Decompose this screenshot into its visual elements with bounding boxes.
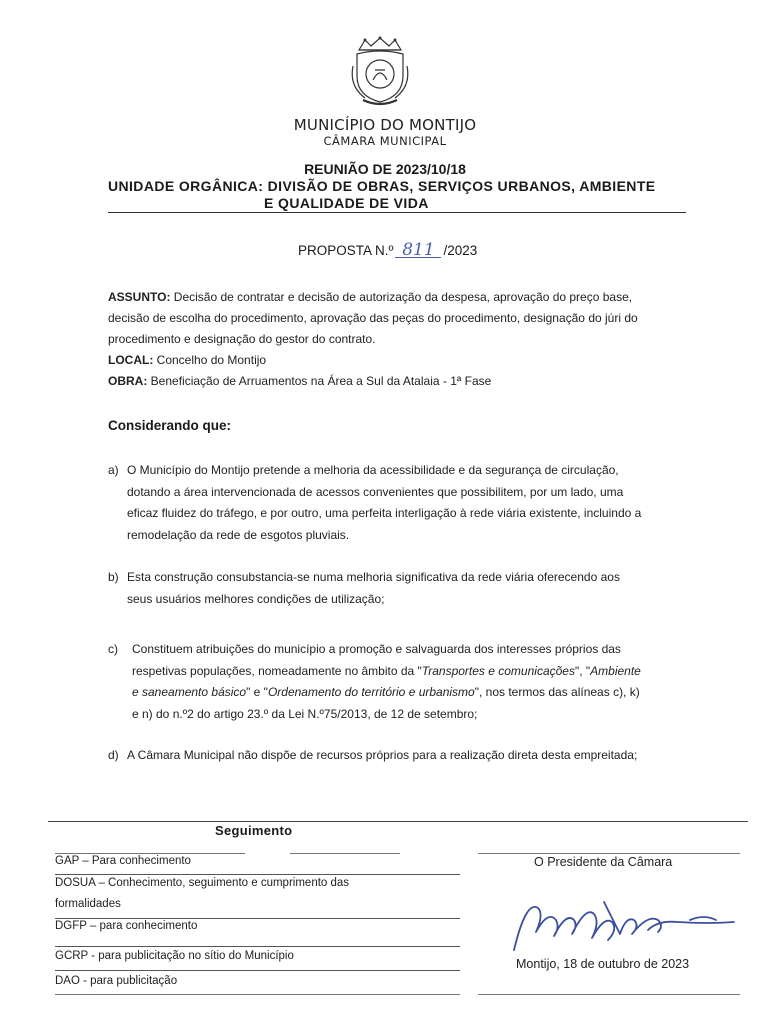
underline (290, 853, 400, 854)
item-label: d) (108, 748, 119, 762)
header-divider (108, 212, 686, 213)
proposal-year: /2023 (443, 243, 478, 258)
item-a-line2: dotando a área intervencionada de acessos convenientes que possibilitem, por um lado, uma (127, 484, 624, 499)
item-a-line4: remodelação da rede de esgotos pluviais. (127, 527, 350, 542)
work-value: Beneficiação de Arruamentos na Área a Sul da Atalaia - 1ª Fase (150, 374, 492, 388)
footer-divider (48, 821, 748, 822)
item-c-line3 (132, 682, 640, 704)
item-d-line1: A Câmara Municipal não dispõe de recursos próprios para a realização direta desta empreitada; (127, 748, 638, 762)
underline (55, 853, 245, 854)
item-a-line1: O Município do Montijo pretende a melhoria da acessibilidade e da segurança de circulação, (127, 463, 619, 477)
list-item (108, 567, 688, 612)
signature-icon (508, 890, 738, 960)
item-c-line4: e n) do n.º2 do artigo 23.º da Lei N.º75/2013, de 12 de setembro; (132, 706, 478, 721)
council-name: CÂMARA MUNICIPAL (323, 134, 447, 148)
item-label: c) (108, 642, 118, 656)
location-line (108, 350, 266, 371)
item-c-line1: Constituem atribuições do município a promoção e salvaguarda dos interesses próprios das (132, 642, 621, 656)
underline (55, 994, 460, 995)
underline (55, 874, 460, 875)
italic-segment: e saneamento básico (132, 685, 247, 699)
underline (478, 994, 740, 995)
text-segment: respetivas populações, nomeadamente no âmbito da " (132, 663, 422, 678)
work-line (108, 371, 491, 392)
municipality-name: MUNICÍPIO DO MONTIJO (293, 116, 477, 134)
location-value: Concelho do Montijo (156, 353, 267, 367)
work-label: OBRA: (108, 374, 148, 388)
municipal-crest-icon (345, 36, 415, 108)
list-item (108, 639, 698, 729)
routing-entry: GCRP - para publicitação no sítio do Município (55, 950, 294, 962)
item-label: b) (108, 570, 119, 584)
italic-segment: Ambiente (590, 663, 641, 678)
proposal-number (298, 240, 478, 260)
item-b-line2: seus usuários melhores condições de utilização; (127, 591, 385, 606)
routing-entry: DGFP – para conhecimento (55, 920, 198, 932)
subject-line1 (108, 287, 632, 308)
list-item (108, 460, 688, 550)
routing-entry: DAO - para publicitação (55, 975, 178, 987)
underline (55, 918, 460, 919)
routing-entry: DOSUA – Conhecimento, seguimento e cumprimento das (55, 877, 350, 889)
subject-text1: Decisão de contratar e decisão de autorização da despesa, aprovação do preço base, (173, 290, 633, 304)
italic-segment: Transportes e comunicações (421, 663, 575, 678)
routing-title: Seguimento (215, 823, 293, 838)
organic-unit-line1: UNIDADE ORGÂNICA: DIVISÃO DE OBRAS, SERVIÇOS URBANOS, AMBIENTE (108, 178, 656, 194)
list-item (108, 745, 698, 767)
subject-line2: decisão de escolha do procedimento, aprovação das peças do procedimento, designação do júri do (108, 311, 638, 325)
text-segment: " e " (246, 685, 268, 699)
item-b-line1: Esta construção consubstancia-se numa melhoria significativa da rede viária oferecendo aos (127, 570, 620, 584)
underline (478, 853, 740, 854)
routing-entry: GAP – Para conhecimento (55, 855, 191, 867)
president-label: O Presidente da Câmara (534, 855, 673, 869)
routing-entry: formalidades (55, 898, 121, 910)
underline (55, 970, 460, 971)
location-label: LOCAL: (108, 353, 154, 367)
considering-heading: Considerando que: (108, 418, 232, 433)
proposal-prefix: PROPOSTA N.º (298, 243, 394, 258)
subject-label: ASSUNTO: (108, 290, 171, 304)
italic-segment: Ordenamento do território e urbanismo (267, 685, 475, 699)
place-date: Montijo, 18 de outubro de 2023 (516, 957, 690, 971)
proposal-handwritten-number: 811 (395, 243, 441, 258)
underline (55, 946, 460, 947)
organic-unit-line2: E QUALIDADE DE VIDA (264, 195, 429, 211)
item-label: a) (108, 463, 119, 477)
subject-line3: procedimento e designação do gestor do contrato. (108, 332, 376, 346)
meeting-title: REUNIÃO DE 2023/10/18 (304, 161, 466, 177)
item-c-line2 (132, 661, 641, 683)
text-segment: ", nos termos das alíneas c), k) (474, 685, 640, 699)
item-a-line3: eficaz fluidez do tráfego, e por outro, uma perfeita interligação à rede viária existente, incluindo a (127, 506, 642, 520)
text-segment: ", " (574, 663, 591, 678)
